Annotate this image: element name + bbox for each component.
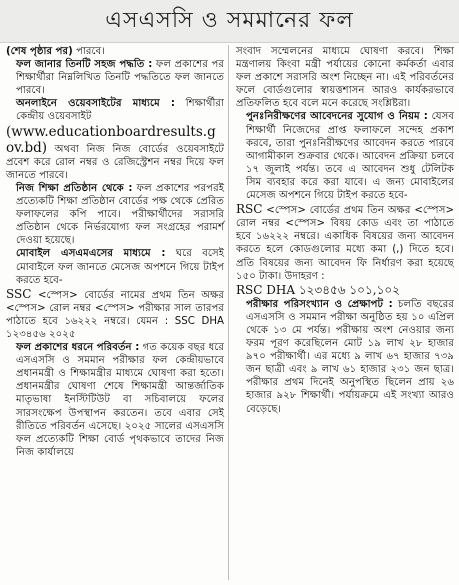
- body-text: <স্পেস> বোর্ডের নামের প্রথম তিন অক্ষর <স্পেস> রোল নম্বর <স্পেস> পরীক্ষার সাল তারপর পাঠাতে হবে ১৬২২২ নম্বরে। যেমন : SSC DHA ১২৩৪৫৬ ২০২৫: [6, 289, 224, 340]
- article-paragraph: [6, 124, 224, 182]
- article-paragraph: [236, 283, 454, 298]
- article-paragraph: [6, 287, 224, 341]
- article-paragraph: [6, 58, 224, 97]
- section-heading: ফল প্রকাশের ধরনে পরিবর্তন :: [16, 342, 140, 354]
- left-column: [6, 45, 224, 459]
- body-text: গত কয়েক বছর ধরে এসএসসি ও সমমান পরীক্ষার ফল কেন্দ্রীয়ভাবে প্রধানমন্ত্রী ও শিক্ষামন্ত্রীর মাধ্যমে ঘোষণা করা হতো। প্রধানমন্ত্রীর ঘোষণা শেষে শিক্ষামন্ত্রী আন্তর্জাতিক মাতৃভাষা ইনস্টিটিউট বা সচিবালয়ে ফলের সারসংক্ষেপ উপস্থাপন করতেন। তবে এবার সেই রীতিতে পরিবর্তন এসেছে। ২০২৫ সালের এসএসসি ফল প্রত্যেকটি শিক্ষা বোর্ড পৃথকভাবে তাদের নিজ নিজ কার্যালয়ে: [16, 342, 225, 458]
- section-heading: পরীক্ষার পরিসংখ্যান ও প্রেক্ষাপট :: [246, 298, 393, 310]
- section-heading: ফল জানার তিনটি সহজ পদ্ধতি :: [16, 59, 153, 71]
- headline: এসএসসি ও সমমানের ফল: [105, 7, 354, 33]
- article-paragraph: [6, 341, 224, 459]
- body-text: <স্পেস> বোর্ডের প্রথম তিন অক্ষর <স্পেস> রোল নম্বর <স্পেস> বিষয় কোড এবং তা পাঠাতে হবে ১৬২২২ নম্বরে। একাধিক বিষয়ের জন্য আবেদন করতে হলে কোডগুলোর মধ্যে কমা (,) দিতে হবে। প্রতি বিষয়ের জন্য আবেদন ফি নির্ধারণ করা হয়েছে ১৫০ টাকা। উদাহরণ :: [236, 205, 454, 282]
- sms-code: SSC: [6, 286, 32, 301]
- article-paragraph: [236, 45, 454, 110]
- body-text: ফল প্রকাশের পরপরই প্রত্যেকটি শিক্ষা প্রতিষ্ঠান বোর্ডের পক্ষ থেকে প্রেরিত ফলাফলের কপি পাবে। পরীক্ষার্থীদের সরাসরি প্রতিষ্ঠান থেকে নির্ভরযোগ্য ফল সংগ্রহের পরামর্শ দেওয়া হয়েছে।: [16, 182, 225, 247]
- article-paragraph: [236, 202, 454, 283]
- article-paragraph: [6, 182, 224, 247]
- body-text: ঘরে বসেই মোবাইলে ফল জানতে মেসেজ অপশনে গিয়ে টাইপ করতে হবে-: [16, 248, 224, 286]
- body-text: অথবা নিজ নিজ বোর্ডের ওয়েবসাইটে প্রবেশ করে রোল নম্বর ও রেজিস্ট্রেশন নম্বর দিয়ে ফল জানতে পারবে।: [6, 143, 224, 181]
- continued-label: (শেষ পৃষ্ঠার পর): [6, 46, 73, 57]
- body-text: পারবে।: [72, 46, 105, 57]
- website-url: (www.educationboardresults.g ov.bd): [6, 123, 216, 156]
- section-heading: অনলাইনে ওয়েবসাইটের মাধ্যমে :: [16, 98, 175, 110]
- article-paragraph: [6, 247, 224, 286]
- body-text: যেসব শিক্ষার্থী নিজেদের প্রাপ্ত ফলাফলে সন্দেহ প্রকাশ করবে, তারা পুনঃনিরীক্ষণের আবেদন করতে পারবে আগামীকাল শুক্রবার থেকে। আবেদন প্রক্রিয়া চলবে ১৭ জুলাই পর্যন্ত। তবে এ আবেদন শুধু টেলিটক সিম ব্যবহার করে করা যাবে। এ জন্য মোবাইলের মেসেজ অপশনে গিয়ে টাইপ করতে হবে-: [246, 111, 454, 202]
- article-paragraph: [6, 97, 224, 123]
- headline-bar: [0, 0, 459, 43]
- body-text: ফল প্রকাশের পর শিক্ষার্থীরা নিম্নলিখিত তিনটি পদ্ধতিতে ফল জানতে পারবে।: [16, 59, 224, 97]
- right-column: [236, 45, 454, 416]
- section-heading: মোবাইল এসএমএসের মাধ্যমে :: [16, 248, 166, 260]
- body-text: চলতি বছরের এসএসসি ও সমমান পরীক্ষা অনুষ্ঠিত হয় ১০ এপ্রিল থেকে ১৩ মে পর্যন্ত। পরীক্ষায় অংশ নেওয়ার জন্য ফরম পূরণ করেছিলেন মোট ১৯ লাখ ২৮ হাজার ৯৭০ পরীক্ষার্থী। এর মধ্যে ৯ লাখ ৬৭ হাজার ৭৩৯ জন ছাত্রী এবং ৯ লাখ ৬১ হাজার ২৩১ জন ছাত্র। পরীক্ষার প্রথম দিনেই অনুপস্থিত ছিলেন প্রায় ২৬ হাজার ৯২৮ শিক্ষার্থী। পর্যায়ক্রমে এই সংখ্যা আরও বেড়েছে।: [246, 298, 454, 415]
- article-paragraph: [6, 45, 224, 58]
- section-heading: নিজ শিক্ষা প্রতিষ্ঠান থেকে :: [16, 182, 133, 194]
- sms-code: RSC: [236, 202, 263, 217]
- body-text: সংবাদ সম্মেলনের মাধ্যমে ঘোষণা করবে। শিক্ষা মন্ত্রণালয় কিংবা মন্ত্রী পর্যায়ের কোনো কর্মকর্তা এবার ফল প্রকাশে সরাসরি অংশ নিচ্ছেন না। এই পরিবর্তনের ফলে বোর্ডগুলোর স্বায়ত্তশাসন আরও কার্যকরভাবে প্রতিফলিত হবে বলে মনে করেছে সংশ্লিষ্টরা।: [236, 46, 454, 110]
- section-heading: পুনঃনিরীক্ষণের আবেদনের সুযোগ ও নিয়ম :: [246, 111, 428, 123]
- body-text: শিক্ষার্থীরা কেন্দ্রীয় ওয়েবসাইট: [16, 98, 224, 123]
- column-divider: [228, 45, 229, 580]
- sms-code: RSC DHA ১২৩৪৫৬ ১০১,১০২: [236, 282, 400, 297]
- article-paragraph: [236, 298, 454, 416]
- article-paragraph: [236, 110, 454, 202]
